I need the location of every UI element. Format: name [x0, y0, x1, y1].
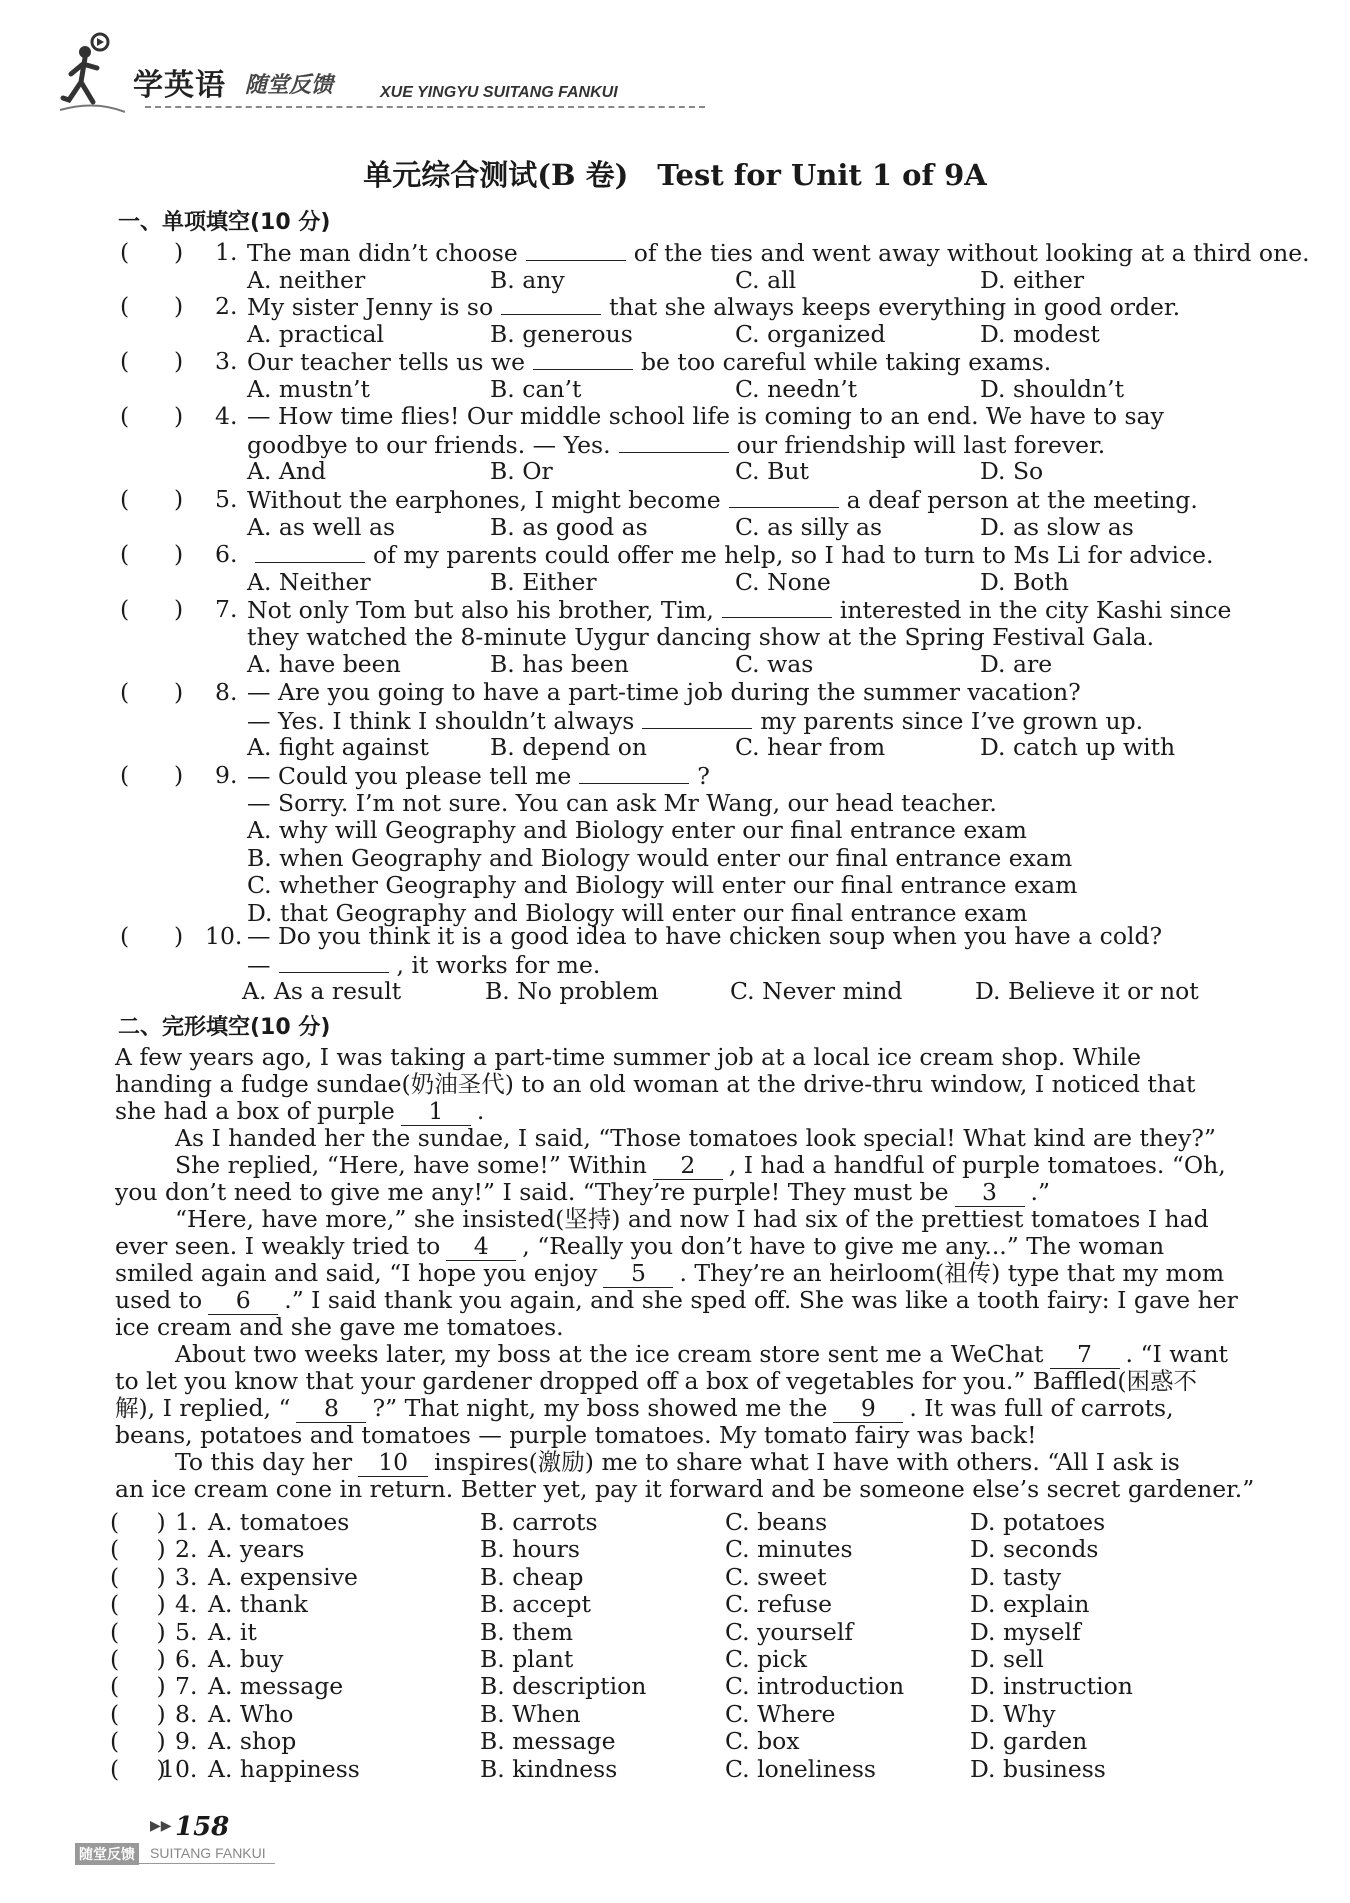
cloze-blank-5: 5	[603, 1259, 673, 1288]
option-d: D. explain	[970, 1590, 1090, 1619]
page-title: 单元综合测试(B 卷) Test for Unit 1 of 9A	[363, 158, 987, 192]
option-b: B. No problem	[485, 977, 659, 1005]
question-number: 1.	[215, 238, 238, 266]
option-d: D. Believe it or not	[975, 977, 1199, 1005]
option-a: A. happiness	[208, 1754, 360, 1783]
option-c: C. beans	[725, 1508, 828, 1536]
passage-text: She replied, “Here, have some!” Within	[175, 1151, 647, 1179]
question-stem-line	[247, 761, 710, 790]
option-a: A. have been	[247, 650, 401, 678]
question-stem-line	[247, 347, 1051, 376]
question-stem-line	[247, 623, 1154, 651]
passage-line	[175, 1124, 1216, 1152]
passage-text: As I handed her the sundae, I said, “Those tomatoes look special! What kind are they?”	[175, 1124, 1216, 1152]
option-a: A. Who	[208, 1699, 294, 1728]
footer-tag: 随堂反馈	[75, 1843, 139, 1865]
answer-paren-q3[interactable]: ( )	[120, 347, 184, 375]
option-c: C. minutes	[725, 1535, 853, 1564]
answer-blank	[722, 595, 832, 618]
answer-paren-q1[interactable]: ( )	[120, 238, 184, 266]
passage-line	[115, 1259, 1224, 1288]
option-d: D. as slow as	[980, 512, 1134, 541]
question-number: 8.	[215, 678, 238, 706]
question-number: 6.	[175, 1645, 198, 1673]
cloze-blank-9: 9	[833, 1394, 903, 1423]
passage-text: ?” That night, my boss showed me the	[372, 1394, 828, 1422]
passage-line	[115, 1286, 1238, 1315]
stem-text: Not only Tom but also his brother, Tim,	[247, 596, 714, 624]
option-b: B. has been	[490, 650, 629, 678]
answer-paren-q6[interactable]: ( )	[120, 540, 184, 568]
cloze-blank-2: 2	[653, 1151, 723, 1180]
question-stem-line	[247, 402, 1164, 430]
stem-text: be too careful while taking exams.	[640, 348, 1052, 376]
option-c: C. needn’t	[735, 374, 858, 403]
stem-text: of my parents could offer me help, so I had to turn to Ms Li for advice.	[373, 541, 1214, 569]
answer-paren-cloze8[interactable]: ( )	[110, 1699, 166, 1728]
stem-text: goodbye to our friends. — Yes.	[247, 430, 611, 459]
answer-paren-q8[interactable]: ( )	[120, 678, 184, 706]
header-subtitle: 随堂反馈	[245, 73, 334, 98]
question-stem-line	[247, 292, 1180, 321]
passage-line	[175, 1151, 1226, 1180]
option-b: B. any	[490, 265, 565, 294]
option-a: A. buy	[208, 1645, 284, 1673]
question-number: 5.	[215, 485, 238, 513]
answer-paren-cloze1[interactable]: ( )	[110, 1508, 166, 1536]
header-divider	[145, 106, 705, 108]
option-d: D. catch up with	[980, 733, 1176, 761]
passage-text: “Here, have more,” she insisted(坚持) and now I had six of the prettiest tomatoes I had	[175, 1205, 1209, 1233]
answer-paren-cloze5[interactable]: ( )	[110, 1617, 166, 1646]
option-c: C. pick	[725, 1645, 808, 1673]
stem-text: — Yes. I think I shouldn’t always	[247, 706, 635, 735]
question-stem-line	[247, 706, 1143, 735]
option-c: C. introduction	[725, 1672, 905, 1701]
question-number: 10.	[205, 922, 243, 950]
option-d: D. Both	[980, 567, 1069, 596]
cloze-blank-1: 1	[401, 1097, 471, 1126]
option-a: A. thank	[208, 1590, 308, 1619]
option-c: C. loneliness	[725, 1754, 876, 1783]
option-a: A. shop	[208, 1727, 297, 1756]
passage-text: , I had a handful of purple tomatoes. “Oh,	[728, 1151, 1226, 1179]
cloze-blank-10: 10	[358, 1448, 428, 1477]
stem-text: Our teacher tells us we	[247, 348, 525, 376]
question-number: 4.	[175, 1590, 198, 1619]
answer-blank	[255, 540, 365, 563]
passage-text: . They’re an heirloom(祖传) type that my mom	[679, 1259, 1225, 1287]
answer-paren-q4[interactable]: ( )	[120, 402, 184, 430]
passage-text: A few years ago, I was taking a part-time summer job at a local ice cream shop. While	[115, 1043, 1141, 1071]
option-d: D. that Geography and Biology will enter our final entrance exam	[247, 898, 1028, 927]
passage-line	[175, 1340, 1228, 1369]
option-a: A. years	[208, 1535, 305, 1564]
passage-line	[115, 1043, 1141, 1071]
option-b: B. description	[480, 1672, 647, 1701]
question-stem-line	[247, 238, 1310, 267]
answer-blank	[533, 347, 633, 370]
answer-paren-q10[interactable]: ( )	[120, 922, 184, 950]
passage-line	[115, 1313, 564, 1341]
option-c: C. refuse	[725, 1590, 833, 1619]
cloze-blank-3: 3	[955, 1178, 1025, 1207]
passage-line	[115, 1232, 1164, 1261]
page-arrow-icon: ▶▶	[150, 1818, 172, 1834]
header-banner	[55, 22, 655, 122]
stem-text: — How time flies! Our middle school life is coming to an end. We have to say	[247, 402, 1164, 430]
option-b: B. carrots	[480, 1508, 598, 1536]
stem-text: they watched the 8-minute Uygur dancing show at the Spring Festival Gala.	[247, 622, 1155, 651]
question-number: 4.	[215, 402, 238, 430]
option-a: A. As a result	[242, 977, 402, 1005]
passage-line	[115, 1070, 1195, 1098]
option-c: C. was	[735, 650, 814, 678]
option-c: C. None	[735, 567, 831, 596]
passage-line	[115, 1178, 1050, 1207]
option-c: C. But	[735, 457, 809, 485]
stem-text: , it works for me.	[396, 950, 601, 979]
passage-text: , “Really you don’t have to give me any...” The woman	[522, 1232, 1165, 1260]
passage-text: she had a box of purple	[115, 1097, 395, 1125]
cloze-blank-8: 8	[296, 1394, 366, 1423]
answer-blank	[501, 292, 601, 315]
option-d: D. shouldn’t	[980, 374, 1125, 403]
cloze-blank-6: 6	[208, 1286, 278, 1315]
option-a: A. tomatoes	[208, 1508, 350, 1536]
option-c: C. all	[735, 265, 797, 294]
passage-line	[115, 1421, 1037, 1449]
option-b: B. hours	[480, 1535, 580, 1564]
answer-paren-cloze7[interactable]: ( )	[110, 1672, 166, 1701]
stem-text: interested in the city Kashi since	[839, 596, 1232, 624]
stem-text: — Sorry. I’m not sure. You can ask Mr Wang, our head teacher.	[247, 788, 997, 817]
option-b: B. kindness	[480, 1754, 618, 1783]
section1-heading: 一、单项填空(10 分)	[118, 210, 331, 235]
answer-paren-q2[interactable]: ( )	[120, 292, 184, 320]
option-a: A. neither	[247, 265, 366, 294]
passage-text: used to	[115, 1286, 203, 1314]
question-number: 9.	[175, 1727, 198, 1756]
stem-text: ?	[697, 762, 710, 790]
question-stem-line	[247, 595, 1231, 624]
option-a: A. And	[247, 457, 327, 485]
punctuation: .	[476, 1097, 485, 1125]
cloze-blank-7: 7	[1050, 1340, 1120, 1369]
question-number: 10.	[160, 1754, 198, 1783]
answer-blank	[526, 238, 626, 261]
stem-text: — Are you going to have a part-time job during the summer vacation?	[247, 678, 1081, 706]
option-b: B. Or	[490, 457, 553, 485]
option-d: D. So	[980, 457, 1044, 485]
option-b: B. accept	[480, 1590, 591, 1619]
option-d: D. are	[980, 650, 1053, 678]
passage-text: you don’t need to give me any!” I said. “They’re purple! They must be	[115, 1178, 949, 1206]
question-stem-line	[247, 789, 997, 817]
stem-text: —	[247, 950, 271, 979]
option-b: B. message	[480, 1727, 616, 1756]
passage-text: 解), I replied, “	[115, 1394, 291, 1422]
option-d: D. myself	[970, 1617, 1081, 1646]
answer-paren-q7[interactable]: ( )	[120, 595, 184, 623]
passage-line	[175, 1448, 1180, 1477]
answer-paren-cloze3[interactable]: ( )	[110, 1562, 166, 1591]
passage-line	[115, 1394, 1174, 1423]
question-number: 2.	[215, 292, 238, 320]
option-d: D. seconds	[970, 1535, 1099, 1564]
passage-text: . It was full of carrots,	[909, 1394, 1174, 1422]
option-d: D. garden	[970, 1727, 1088, 1756]
option-b: B. can’t	[490, 374, 582, 403]
option-b: B. cheap	[480, 1562, 584, 1591]
cloze-blank-4: 4	[446, 1232, 516, 1261]
option-b: B. as good as	[490, 512, 648, 541]
answer-blank	[619, 430, 729, 453]
stem-text: — Could you please tell me	[247, 762, 572, 790]
option-a: A. practical	[247, 319, 385, 348]
option-c: C. box	[725, 1727, 800, 1756]
passage-text: . “I want	[1125, 1340, 1228, 1368]
page-number: 158	[175, 1812, 230, 1842]
answer-paren-cloze4[interactable]: ( )	[110, 1590, 166, 1619]
option-a: A. mustn’t	[247, 374, 370, 403]
stem-text: — Do you think it is a good idea to have chicken soup when you have a cold?	[247, 922, 1163, 950]
stem-text: The man didn’t choose	[247, 239, 518, 267]
header-pinyin: XUE YINGYU SUITANG FANKUI	[380, 84, 618, 101]
answer-paren-q9[interactable]: ( )	[120, 761, 184, 789]
option-d: D. Why	[970, 1699, 1056, 1728]
question-stem-line	[247, 950, 600, 979]
option-b: B. Either	[490, 567, 597, 596]
passage-line	[115, 1097, 484, 1126]
question-number: 7.	[215, 595, 238, 623]
option-b: B. them	[480, 1617, 573, 1646]
footer-divider	[75, 1863, 275, 1864]
question-number: 5.	[175, 1617, 198, 1646]
option-b: B. depend on	[490, 733, 648, 761]
option-d: D. sell	[970, 1645, 1044, 1673]
option-d: D. business	[970, 1754, 1106, 1783]
runner-logo-icon	[55, 30, 125, 120]
answer-blank	[642, 706, 752, 729]
option-a: A. as well as	[247, 512, 396, 541]
stem-text: a deaf person at the meeting.	[846, 486, 1198, 514]
answer-paren-q5[interactable]: ( )	[120, 485, 184, 513]
stem-text: that she always keeps everything in good order.	[609, 293, 1181, 321]
passage-text: inspires(激励) me to share what I have with others. “All I ask is	[434, 1448, 1180, 1476]
option-c: C. hear from	[735, 733, 886, 761]
option-d: D. potatoes	[970, 1508, 1106, 1536]
question-number: 3.	[175, 1562, 198, 1591]
option-a: A. it	[208, 1617, 257, 1646]
header-title: 学英语	[133, 68, 226, 103]
question-number: 9.	[215, 761, 238, 789]
answer-paren-cloze10[interactable]: ( )	[110, 1754, 166, 1783]
passage-line	[175, 1205, 1209, 1233]
stem-text: Without the earphones, I might become	[247, 486, 721, 514]
option-c: C. whether Geography and Biology will enter our final entrance exam	[247, 871, 1078, 899]
passage-text: beans, potatoes and tomatoes — purple tomatoes. My tomato fairy was back!	[115, 1421, 1037, 1449]
passage-text: .” I said thank you again, and she sped off. She was like a tooth fairy: I gave her	[284, 1286, 1238, 1314]
option-b: B. plant	[480, 1645, 574, 1673]
answer-blank	[279, 950, 389, 973]
answer-paren-cloze2[interactable]: ( )	[110, 1535, 166, 1564]
question-number: 7.	[175, 1672, 198, 1701]
question-stem-line	[247, 485, 1198, 514]
option-d: D. either	[980, 265, 1085, 294]
option-c: C. sweet	[725, 1562, 827, 1591]
footer-tag-en: SUITANG FANKUI	[150, 1845, 266, 1861]
option-c: C. Never mind	[730, 977, 903, 1005]
option-b: B. when Geography and Biology would enter our final entrance exam	[247, 843, 1073, 872]
option-a: A. message	[208, 1672, 344, 1701]
passage-text: an ice cream cone in return. Better yet, pay it forward and be someone else’s secret gardener.”	[115, 1475, 1255, 1503]
option-c: C. Where	[725, 1699, 836, 1728]
passage-text: to let you know that your gardener dropped off a box of vegetables for you.” Baffled(困惑不	[115, 1367, 1197, 1395]
question-number: 1.	[175, 1508, 198, 1536]
option-c: C. yourself	[725, 1617, 854, 1646]
passage-text: To this day her	[175, 1448, 353, 1476]
answer-blank	[729, 485, 839, 508]
passage-line	[115, 1367, 1197, 1395]
option-b: B. generous	[490, 319, 633, 348]
option-b: B. When	[480, 1699, 581, 1728]
question-number: 2.	[175, 1535, 198, 1564]
answer-paren-cloze6[interactable]: ( )	[110, 1645, 166, 1673]
question-stem-line	[247, 540, 1214, 569]
option-d: D. instruction	[970, 1672, 1133, 1701]
passage-text: handing a fudge sundae(奶油圣代) to an old woman at the drive-thru window, I noticed that	[115, 1070, 1196, 1098]
option-c: C. as silly as	[735, 512, 883, 541]
punctuation: .”	[1030, 1178, 1050, 1206]
option-a: A. why will Geography and Biology enter our final entrance exam	[247, 816, 1027, 844]
passage-text: ever seen. I weakly tried to	[115, 1232, 441, 1260]
option-a: A. fight against	[247, 733, 429, 761]
option-a: A. Neither	[247, 567, 371, 596]
answer-paren-cloze9[interactable]: ( )	[110, 1727, 166, 1756]
question-stem-line	[247, 922, 1162, 950]
question-stem-line	[247, 678, 1081, 706]
question-number: 3.	[215, 347, 238, 375]
passage-text: About two weeks later, my boss at the ice cream store sent me a WeChat	[175, 1340, 1044, 1368]
question-number: 8.	[175, 1699, 198, 1728]
option-d: D. tasty	[970, 1562, 1062, 1591]
passage-text: smiled again and said, “I hope you enjoy	[115, 1259, 598, 1287]
section2-heading: 二、完形填空(10 分)	[118, 1015, 331, 1040]
option-c: C. organized	[735, 319, 886, 348]
stem-text: My sister Jenny is so	[247, 293, 494, 321]
option-a: A. expensive	[208, 1562, 358, 1591]
stem-text: of the ties and went away without looking at a third one.	[633, 239, 1310, 267]
question-number: 6.	[215, 540, 238, 568]
option-d: D. modest	[980, 319, 1100, 348]
stem-text: our friendship will last forever.	[736, 430, 1106, 459]
passage-line	[115, 1475, 1254, 1503]
stem-text: my parents since I’ve grown up.	[760, 706, 1144, 735]
question-stem-line	[247, 430, 1105, 459]
passage-text: ice cream and she gave me tomatoes.	[115, 1313, 564, 1341]
answer-blank	[579, 761, 689, 784]
